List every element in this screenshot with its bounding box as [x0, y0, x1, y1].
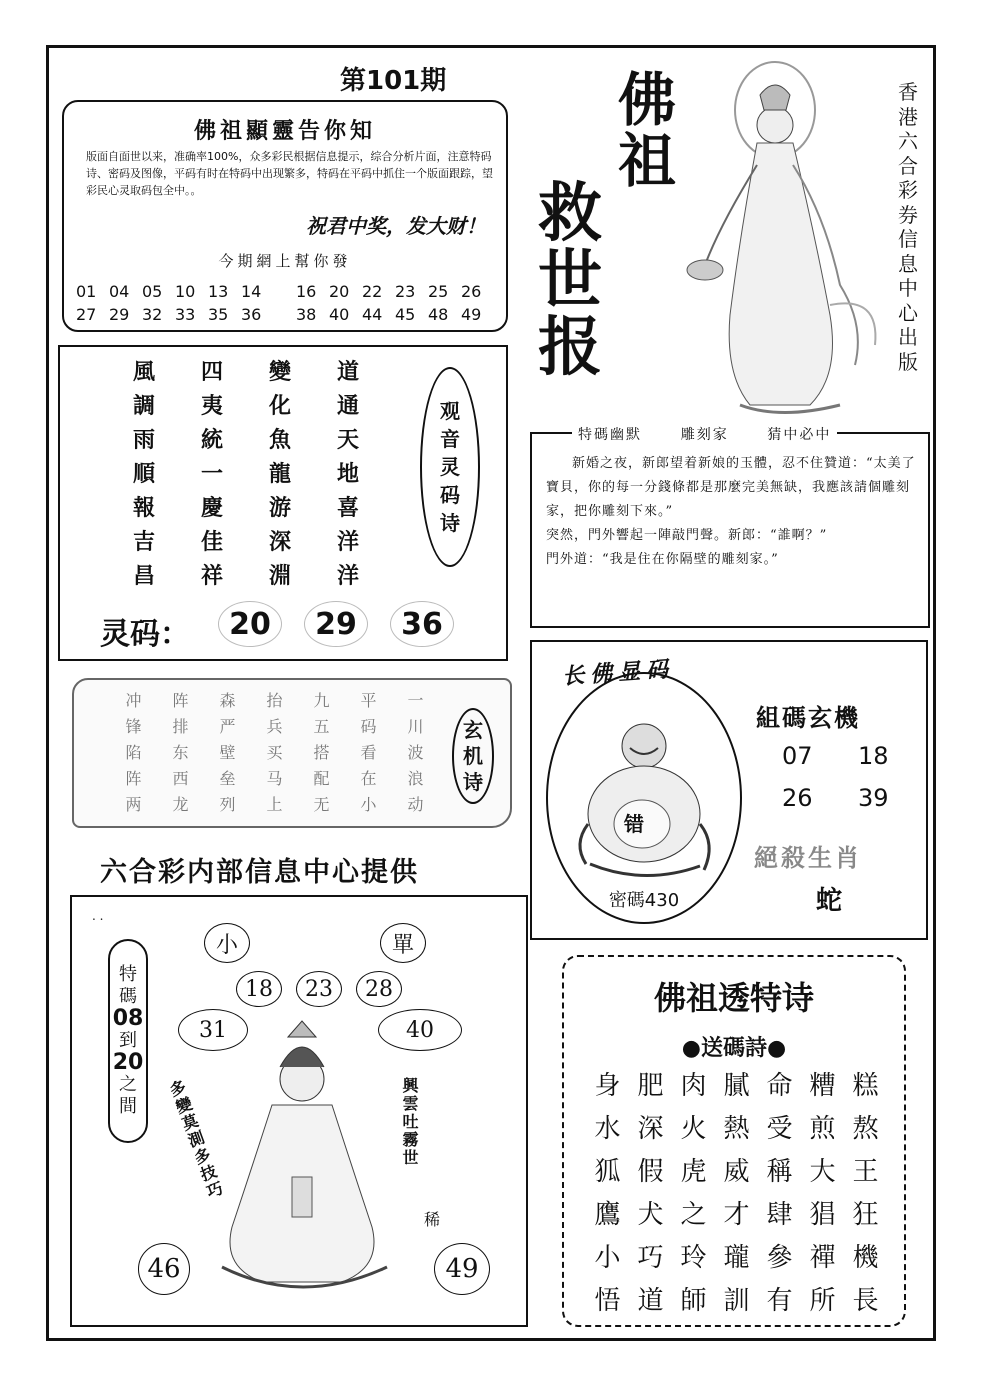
main-title-line2 — [538, 176, 602, 386]
poem2-char: 威 — [723, 1157, 750, 1187]
number-cell: 38 — [296, 305, 317, 324]
xuanji-char: 严 — [219, 717, 236, 736]
label-char: 灵 — [440, 455, 460, 479]
tema-char: 碼 — [119, 986, 137, 1007]
buddha-arc-title: 长佛显码 — [561, 656, 675, 690]
number-cell: 25 — [428, 282, 449, 301]
poem2-char: 所 — [809, 1286, 836, 1316]
number-cell: 04 — [109, 282, 130, 301]
tema-range-box — [108, 939, 148, 1143]
poem2-char: 犬 — [637, 1200, 664, 1230]
combo-number: 07 — [782, 742, 813, 770]
xuanji-char: 列 — [219, 795, 236, 814]
poem2-char: 王 — [852, 1157, 879, 1187]
number-grid — [76, 282, 500, 324]
poem2-char: 假 — [637, 1157, 664, 1187]
jueshao-value: 蛇 — [816, 886, 843, 916]
tema-char: 特 — [119, 964, 137, 985]
left-number-oval: 31 — [178, 1009, 248, 1051]
poem-char: 龍 — [268, 461, 291, 487]
main-title-char: 祖 — [618, 126, 677, 195]
poem2-char: 玲 — [680, 1243, 707, 1273]
poem-grid — [110, 359, 382, 589]
label-char: 诗 — [463, 770, 483, 794]
poem2-char: 糕 — [852, 1071, 879, 1101]
arc-number: 18 — [236, 971, 282, 1007]
poem-char: 昌 — [132, 563, 155, 589]
poem-char: 魚 — [268, 427, 291, 453]
poem2-char: 熱 — [723, 1114, 750, 1144]
poem2-char: 糟 — [809, 1071, 836, 1101]
poem2-char: 虎 — [680, 1157, 707, 1187]
joke-header — [572, 424, 837, 444]
label-char: 机 — [463, 744, 483, 768]
number-cell: 32 — [142, 305, 163, 324]
notice-body: 版面自面世以来，准确率100%，众多彩民根据信息提示，综合分析片面，注意特码诗、密码及图像，平码有时在特码中出现繁多，特码在平码中抓住一个版面跟踪，望彩民心灵取码包全中。。 — [86, 150, 493, 197]
number-cell: 10 — [175, 282, 196, 301]
poem-char: 一 — [200, 461, 223, 487]
poem-char: 吉 — [132, 529, 155, 555]
main-title-char: 救 — [538, 176, 602, 251]
label-char: 诗 — [440, 511, 460, 535]
xuanji-char: 在 — [360, 769, 377, 788]
lingma-number: 20 — [218, 601, 282, 647]
number-cell: 01 — [76, 282, 97, 301]
poem2-char: 猖 — [809, 1200, 836, 1230]
tema-from: 08 — [112, 1006, 144, 1031]
buddha-poem-box — [562, 955, 906, 1327]
poem2-char: 熬 — [852, 1114, 879, 1144]
number-gap — [274, 282, 294, 301]
poem-char: 地 — [336, 461, 359, 487]
poem-char: 通 — [336, 393, 359, 419]
xuanji-char: 搭 — [313, 743, 330, 762]
xuanji-char: 排 — [172, 717, 189, 736]
number-cell: 20 — [329, 282, 350, 301]
poem-char: 慶 — [200, 495, 223, 521]
xuanji-char: 龙 — [172, 795, 189, 814]
buddha-panel — [530, 640, 928, 940]
poem2-char: 狐 — [594, 1157, 621, 1187]
joke-paragraph: 門外道：“我是住在你隔壁的雕刻家。” — [546, 552, 779, 567]
xuanji-char: 阵 — [125, 769, 142, 788]
tema-char: 間 — [119, 1096, 137, 1117]
poem2-char: 長 — [852, 1286, 879, 1316]
poem2-char: 肆 — [766, 1200, 793, 1230]
xuanji-char: 壁 — [219, 743, 236, 762]
poem-char: 洋 — [336, 529, 359, 555]
poem2-char: 火 — [680, 1114, 707, 1144]
lingma-label: 灵码： — [100, 617, 190, 652]
lingma-number: 36 — [390, 601, 454, 647]
right-verse: 興雲吐霧世 — [400, 1077, 419, 1167]
number-cell: 48 — [428, 305, 449, 324]
poem2-char: 才 — [723, 1200, 750, 1230]
xuanji-char: 阵 — [172, 691, 189, 710]
number-cell: 44 — [362, 305, 383, 324]
number-cell: 23 — [395, 282, 416, 301]
number-cell: 13 — [208, 282, 229, 301]
poem-grid-box — [58, 345, 508, 661]
label-char: 观 — [440, 399, 460, 423]
poem2-char: 瓏 — [723, 1243, 750, 1273]
joke-header-left: 特碼幽默 — [578, 427, 642, 443]
poem-char: 四 — [200, 359, 223, 385]
xuanji-scroll — [72, 678, 512, 828]
number-cell: 29 — [109, 305, 130, 324]
xuanji-char: 一 — [407, 691, 424, 710]
poem2-char: 肉 — [680, 1071, 707, 1101]
xuanji-char: 五 — [313, 717, 330, 736]
xuanji-char: 锋 — [125, 717, 142, 736]
poem2-char: 悟 — [594, 1286, 621, 1316]
buddha-belly-label: 错 — [624, 812, 644, 836]
xuanji-char: 两 — [125, 795, 142, 814]
main-title-char: 报 — [538, 310, 602, 386]
poem2-char: 膩 — [723, 1071, 750, 1101]
poem-char: 淵 — [268, 563, 291, 589]
poem2-char: 機 — [852, 1243, 879, 1273]
poem2-char: 參 — [766, 1243, 793, 1273]
arc-number: 23 — [296, 971, 342, 1007]
lingma-number: 29 — [304, 601, 368, 647]
poem2-title: 佛祖透特诗 — [653, 979, 814, 1017]
poem-char: 喜 — [336, 495, 359, 521]
joke-header-mid: 雕刻家 — [680, 427, 729, 443]
poem2-char: 水 — [594, 1114, 621, 1144]
publisher-vertical: 香港六合彩券信息中心出版 — [898, 80, 918, 374]
guanyin-standing-illustration — [680, 55, 880, 425]
right-small-char: 稀 — [424, 1210, 441, 1229]
label-char: 音 — [440, 427, 460, 451]
jueshao-label: 絕殺生肖 — [754, 843, 862, 872]
poem-char: 天 — [336, 427, 359, 453]
bottom-right-number: 49 — [434, 1243, 490, 1295]
poem-char: 祥 — [200, 563, 223, 589]
label-char: 玄 — [463, 718, 483, 742]
xuanji-char: 码 — [360, 717, 377, 736]
number-cell: 35 — [208, 305, 229, 324]
number-cell: 49 — [461, 305, 482, 324]
issue-number: 第101期 — [340, 66, 447, 96]
poem-char: 統 — [200, 427, 223, 453]
left-verse: 多變莫測多技巧 — [165, 1077, 226, 1203]
combo-number: 18 — [858, 742, 889, 770]
poem2-char: 訓 — [723, 1286, 750, 1316]
joke-body — [546, 452, 920, 572]
xuanji-grid — [110, 690, 439, 818]
joke-box — [530, 427, 930, 628]
right-number-oval: 40 — [378, 1009, 462, 1051]
poem-char: 順 — [132, 461, 155, 487]
poem2-char: 之 — [680, 1200, 707, 1230]
combo-numbers — [782, 742, 918, 812]
label-char: 码 — [440, 483, 460, 507]
xuanji-char: 兵 — [266, 717, 283, 736]
corner-dots: . . — [92, 909, 104, 923]
tema-char: 到 — [119, 1030, 137, 1051]
xuanji-char: 上 — [266, 795, 283, 814]
poem-char: 游 — [268, 495, 291, 521]
combo-number: 26 — [782, 784, 813, 812]
poem-char: 深 — [268, 529, 291, 555]
poem-char: 道 — [336, 359, 359, 385]
bottom-left-number: 46 — [138, 1243, 190, 1295]
number-cell: 22 — [362, 282, 383, 301]
xuanji-char: 配 — [313, 769, 330, 788]
poem-char: 化 — [268, 393, 291, 419]
poem2-char: 禪 — [809, 1243, 836, 1273]
xuanji-char: 九 — [313, 691, 330, 710]
poem-char: 風 — [132, 359, 155, 385]
xuanji-char: 动 — [407, 795, 424, 814]
number-cell: 05 — [142, 282, 163, 301]
xuanji-char: 东 — [172, 743, 189, 762]
single-oval: 單 — [380, 923, 426, 963]
small-oval: 小 — [204, 923, 250, 963]
joke-paragraph: 突然，門外響起一陣敲門聲。新郎：“誰啊？” — [546, 528, 828, 543]
xuanji-char: 无 — [313, 795, 330, 814]
number-cell: 16 — [296, 282, 317, 301]
tema-to: 20 — [112, 1050, 144, 1075]
guanyin-poem-label — [420, 367, 480, 567]
number-cell: 40 — [329, 305, 350, 324]
xuanji-char: 买 — [266, 743, 283, 762]
xuanji-char: 平 — [360, 691, 377, 710]
main-title-line1 — [618, 66, 677, 195]
poem2-char: 巧 — [637, 1243, 664, 1273]
main-title-char: 佛 — [618, 66, 677, 134]
poem2-subtitle: ●送碼詩● — [681, 1035, 787, 1061]
number-gap — [274, 305, 294, 324]
xuanji-char: 垒 — [219, 769, 236, 788]
xuanji-char: 抬 — [266, 691, 283, 710]
number-cell: 33 — [175, 305, 196, 324]
poem-char: 報 — [132, 495, 155, 521]
poem2-char: 大 — [809, 1157, 836, 1187]
poem-char: 變 — [268, 359, 291, 385]
xuanji-label — [452, 708, 494, 804]
xuanji-char: 陷 — [125, 743, 142, 762]
poem2-char: 深 — [637, 1114, 664, 1144]
number-cell: 26 — [461, 282, 482, 301]
poem2-grid — [586, 1069, 887, 1319]
buddha-oval — [546, 672, 742, 924]
poem2-char: 鷹 — [594, 1200, 621, 1230]
xuanji-char: 森 — [219, 691, 236, 710]
poem-char: 洋 — [336, 563, 359, 589]
xuanji-char: 川 — [407, 717, 424, 736]
joke-paragraph: 新婚之夜，新郎望着新娘的玉體，忍不住贊道：“太美了寶貝，你的每一分錢條都是那麼完美無缺，我應該請個雕刻家，把你雕刻下來。” — [546, 456, 916, 519]
poem-char: 雨 — [132, 427, 155, 453]
poem2-char: 狂 — [852, 1200, 879, 1230]
arc-number: 28 — [356, 971, 402, 1007]
number-cell: 45 — [395, 305, 416, 324]
poem2-char: 受 — [766, 1114, 793, 1144]
laughing-buddha-illustration — [548, 674, 740, 922]
combo-title: 組碼玄機 — [756, 703, 860, 732]
poem2-char: 師 — [680, 1286, 707, 1316]
xuanji-char: 浪 — [407, 769, 424, 788]
number-cell: 14 — [241, 282, 262, 301]
poem-char: 佳 — [200, 529, 223, 555]
poem2-char: 煎 — [809, 1114, 836, 1144]
poem2-char: 命 — [766, 1071, 793, 1101]
xuanji-char: 马 — [266, 769, 283, 788]
joke-header-right: 猜中必中 — [767, 427, 832, 443]
poem2-char: 有 — [766, 1286, 793, 1316]
buddha-code: 密碼430 — [608, 890, 680, 911]
xuanji-char: 冲 — [125, 691, 142, 710]
provider-line: 六合彩内部信息中心提供 — [100, 857, 419, 888]
guanyin-seated-illustration — [192, 1017, 422, 1317]
notice-wish: 祝君中奖，发大财！ — [306, 214, 486, 238]
xuanji-char: 西 — [172, 769, 189, 788]
tema-char: 之 — [119, 1074, 137, 1095]
poem-char: 調 — [132, 393, 155, 419]
notice-subtitle: 今期網上幫你發 — [218, 252, 352, 270]
combo-number: 39 — [858, 784, 889, 812]
notice-title: 佛祖顯靈告你知 — [193, 118, 376, 144]
xuanji-char: 看 — [360, 743, 377, 762]
notice-box — [62, 100, 508, 332]
xuanji-char: 小 — [360, 795, 377, 814]
bottom-left-panel — [70, 895, 528, 1327]
poem2-char: 稱 — [766, 1157, 793, 1187]
poem2-char: 肥 — [637, 1071, 664, 1101]
poem2-char: 道 — [637, 1286, 664, 1316]
poem2-char: 小 — [594, 1243, 621, 1273]
number-cell: 27 — [76, 305, 97, 324]
xuanji-char: 波 — [407, 743, 424, 762]
number-cell: 36 — [241, 305, 262, 324]
poem-char: 夷 — [200, 393, 223, 419]
poem2-char: 身 — [594, 1071, 621, 1101]
main-title-char: 世 — [538, 243, 602, 319]
